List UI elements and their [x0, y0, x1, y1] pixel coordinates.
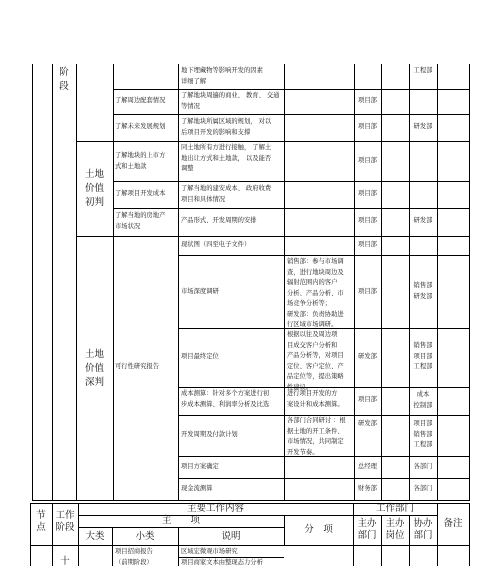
item-cell: 可行性研究报告: [115, 363, 160, 370]
host-dept-cell: 研发部: [358, 420, 377, 427]
host-dept-cell: 项目部: [358, 396, 377, 403]
content-cell: 产品形式、开发周期的安排: [181, 217, 257, 224]
item-cell: 了解周边配套情况: [115, 97, 166, 104]
header-minor: 小类: [135, 531, 155, 542]
content-cell: 项目最终定位: [181, 353, 219, 360]
row-line: [178, 478, 470, 479]
next-content-cell: 区域宏微观市场研究 项目商家文本由整现态力分析: [181, 548, 263, 566]
header-main-content: 主要工作内容: [186, 503, 244, 514]
row-line: [113, 89, 470, 90]
content-cell: 同土地所有方进行接触， 了解土 地出让方式和土地款， 以及能否 调整: [181, 144, 272, 172]
host-dept-cell: 项目部: [358, 288, 377, 295]
content-cell: 开发周期及付款计划: [181, 431, 238, 438]
content-cell: 了解地块周遍的商业、 教育、 交通 等情况: [181, 92, 280, 110]
col-line-content: [178, 64, 179, 500]
host-dept-cell: 项目部: [358, 97, 377, 104]
analysis-cell: 进行项目开发的方 案设计和成本测算。: [287, 390, 344, 408]
row-line: [178, 557, 284, 558]
header-item: 主 项: [161, 515, 200, 526]
item-cell: 了解地块的上市方 式和土地款: [115, 152, 166, 170]
header-col-line: [437, 503, 438, 566]
subtype-label: 土地 价值 深判: [84, 349, 104, 388]
header-assist: 协办 部门: [413, 518, 433, 541]
host-dept-cell: 总经理: [358, 463, 377, 470]
header-dept: 工作部门: [375, 503, 414, 514]
row-line: [178, 255, 470, 256]
host-dept-cell: 项目部: [358, 157, 377, 164]
item-cell: 了解未来发展规划: [115, 123, 166, 130]
header-row-line: [78, 527, 284, 528]
host-dept-cell: 项目部: [358, 217, 377, 224]
subtype-label: 土地 价值 初判: [84, 169, 104, 208]
header-remark: 备注: [443, 518, 463, 529]
stage-label: 阶 段: [59, 67, 69, 92]
next-node-label: 十: [60, 556, 70, 567]
assist-dept-cell: 研发部: [413, 123, 433, 130]
next-item-cell: 项目招商报告 （前期阶段）: [115, 548, 153, 566]
host-dept-cell: 财务部: [358, 485, 377, 492]
host-dept-cell: 研发部: [358, 353, 377, 360]
content-cell: 市场深度调研: [181, 288, 219, 295]
content-cell: 现金流测算: [181, 485, 213, 492]
col-line-sub: [76, 64, 77, 500]
header-analysis: 分 项: [304, 524, 333, 535]
col-line-item: [113, 64, 114, 500]
content-cell: 了解地块所属区域的规划， 对以 后项目开发的影响和支撑: [181, 118, 272, 136]
header-host-dept: 主办 部门: [357, 518, 377, 541]
col-line-remark: [437, 64, 438, 500]
row-line: [76, 141, 470, 142]
host-dept-cell: 项目部: [358, 190, 377, 197]
content-cell: 项目方案确定: [181, 463, 219, 470]
content-cell: 地下埋藏物等影响开发的因素 详细了解: [181, 67, 263, 85]
row-line: [113, 208, 470, 209]
header-major: 大类: [85, 531, 105, 542]
col-line-analysis: [284, 64, 285, 500]
col-line-stage: [52, 64, 53, 500]
item-cell: 了解当地的房地产 市场状况: [115, 212, 166, 230]
assist-dept-cell: 工程部: [413, 67, 433, 74]
header-node: 节 点: [36, 510, 46, 533]
host-dept-cell: 项目部: [358, 123, 377, 130]
analysis-cell: 各部门合同研讨 ：根 据土地的开工条件、 市场情况，共同制定 开发节奏。: [287, 417, 346, 456]
row-line: [113, 114, 470, 115]
header-bottom-line: [30, 545, 470, 546]
table-border-right: [469, 64, 470, 500]
assist-dept-cell: 研发部: [413, 217, 433, 224]
col-line-post: [381, 64, 382, 500]
analysis-cell: 根据以往及周边项 目成交客户分析和 产品分析等，对项目 定位、客户定位、产 品定位等，提出策略 性建议。: [287, 331, 344, 391]
assist-dept-cell: 销售部 项目部 工程部: [413, 342, 433, 370]
host-dept-cell: 项目部: [358, 241, 377, 248]
assist-dept-cell: 项目部 销售部 工程部: [413, 420, 433, 448]
header-host-post: 主办 岗位: [385, 518, 405, 541]
analysis-cell: 销售部：参与市场调 查，进行地块周边及 辐射范围内的客户 分析、产品分析、市 场竞争分析等； 研发部：负责协助进 行区域市场调研。: [287, 258, 344, 328]
upper-table-bottom: [32, 500, 470, 501]
header-border-right: [469, 503, 470, 566]
row-line: [113, 181, 470, 182]
content-cell: 成本测算：针对多个方案进行初 步成本测算、利润率分析及比选: [181, 390, 270, 408]
table-border-left: [32, 64, 33, 500]
assist-dept-cell: 销售部 研发部: [413, 282, 433, 300]
assist-dept-cell: 各部门: [413, 485, 433, 492]
content-cell: 现状图（四至电子文件）: [181, 241, 251, 248]
header-work-stage: 工作 阶段: [55, 510, 75, 533]
assist-dept-cell: 成本 控制部: [413, 391, 433, 409]
content-cell: 了解当地的建安成本、 政府收费 项目和具体情况: [181, 185, 272, 203]
assist-dept-cell: 各部门: [413, 463, 433, 470]
header-desc: 说明: [221, 531, 241, 542]
item-cell: 了解项目开发成本: [115, 190, 166, 197]
row-line: [76, 236, 470, 237]
